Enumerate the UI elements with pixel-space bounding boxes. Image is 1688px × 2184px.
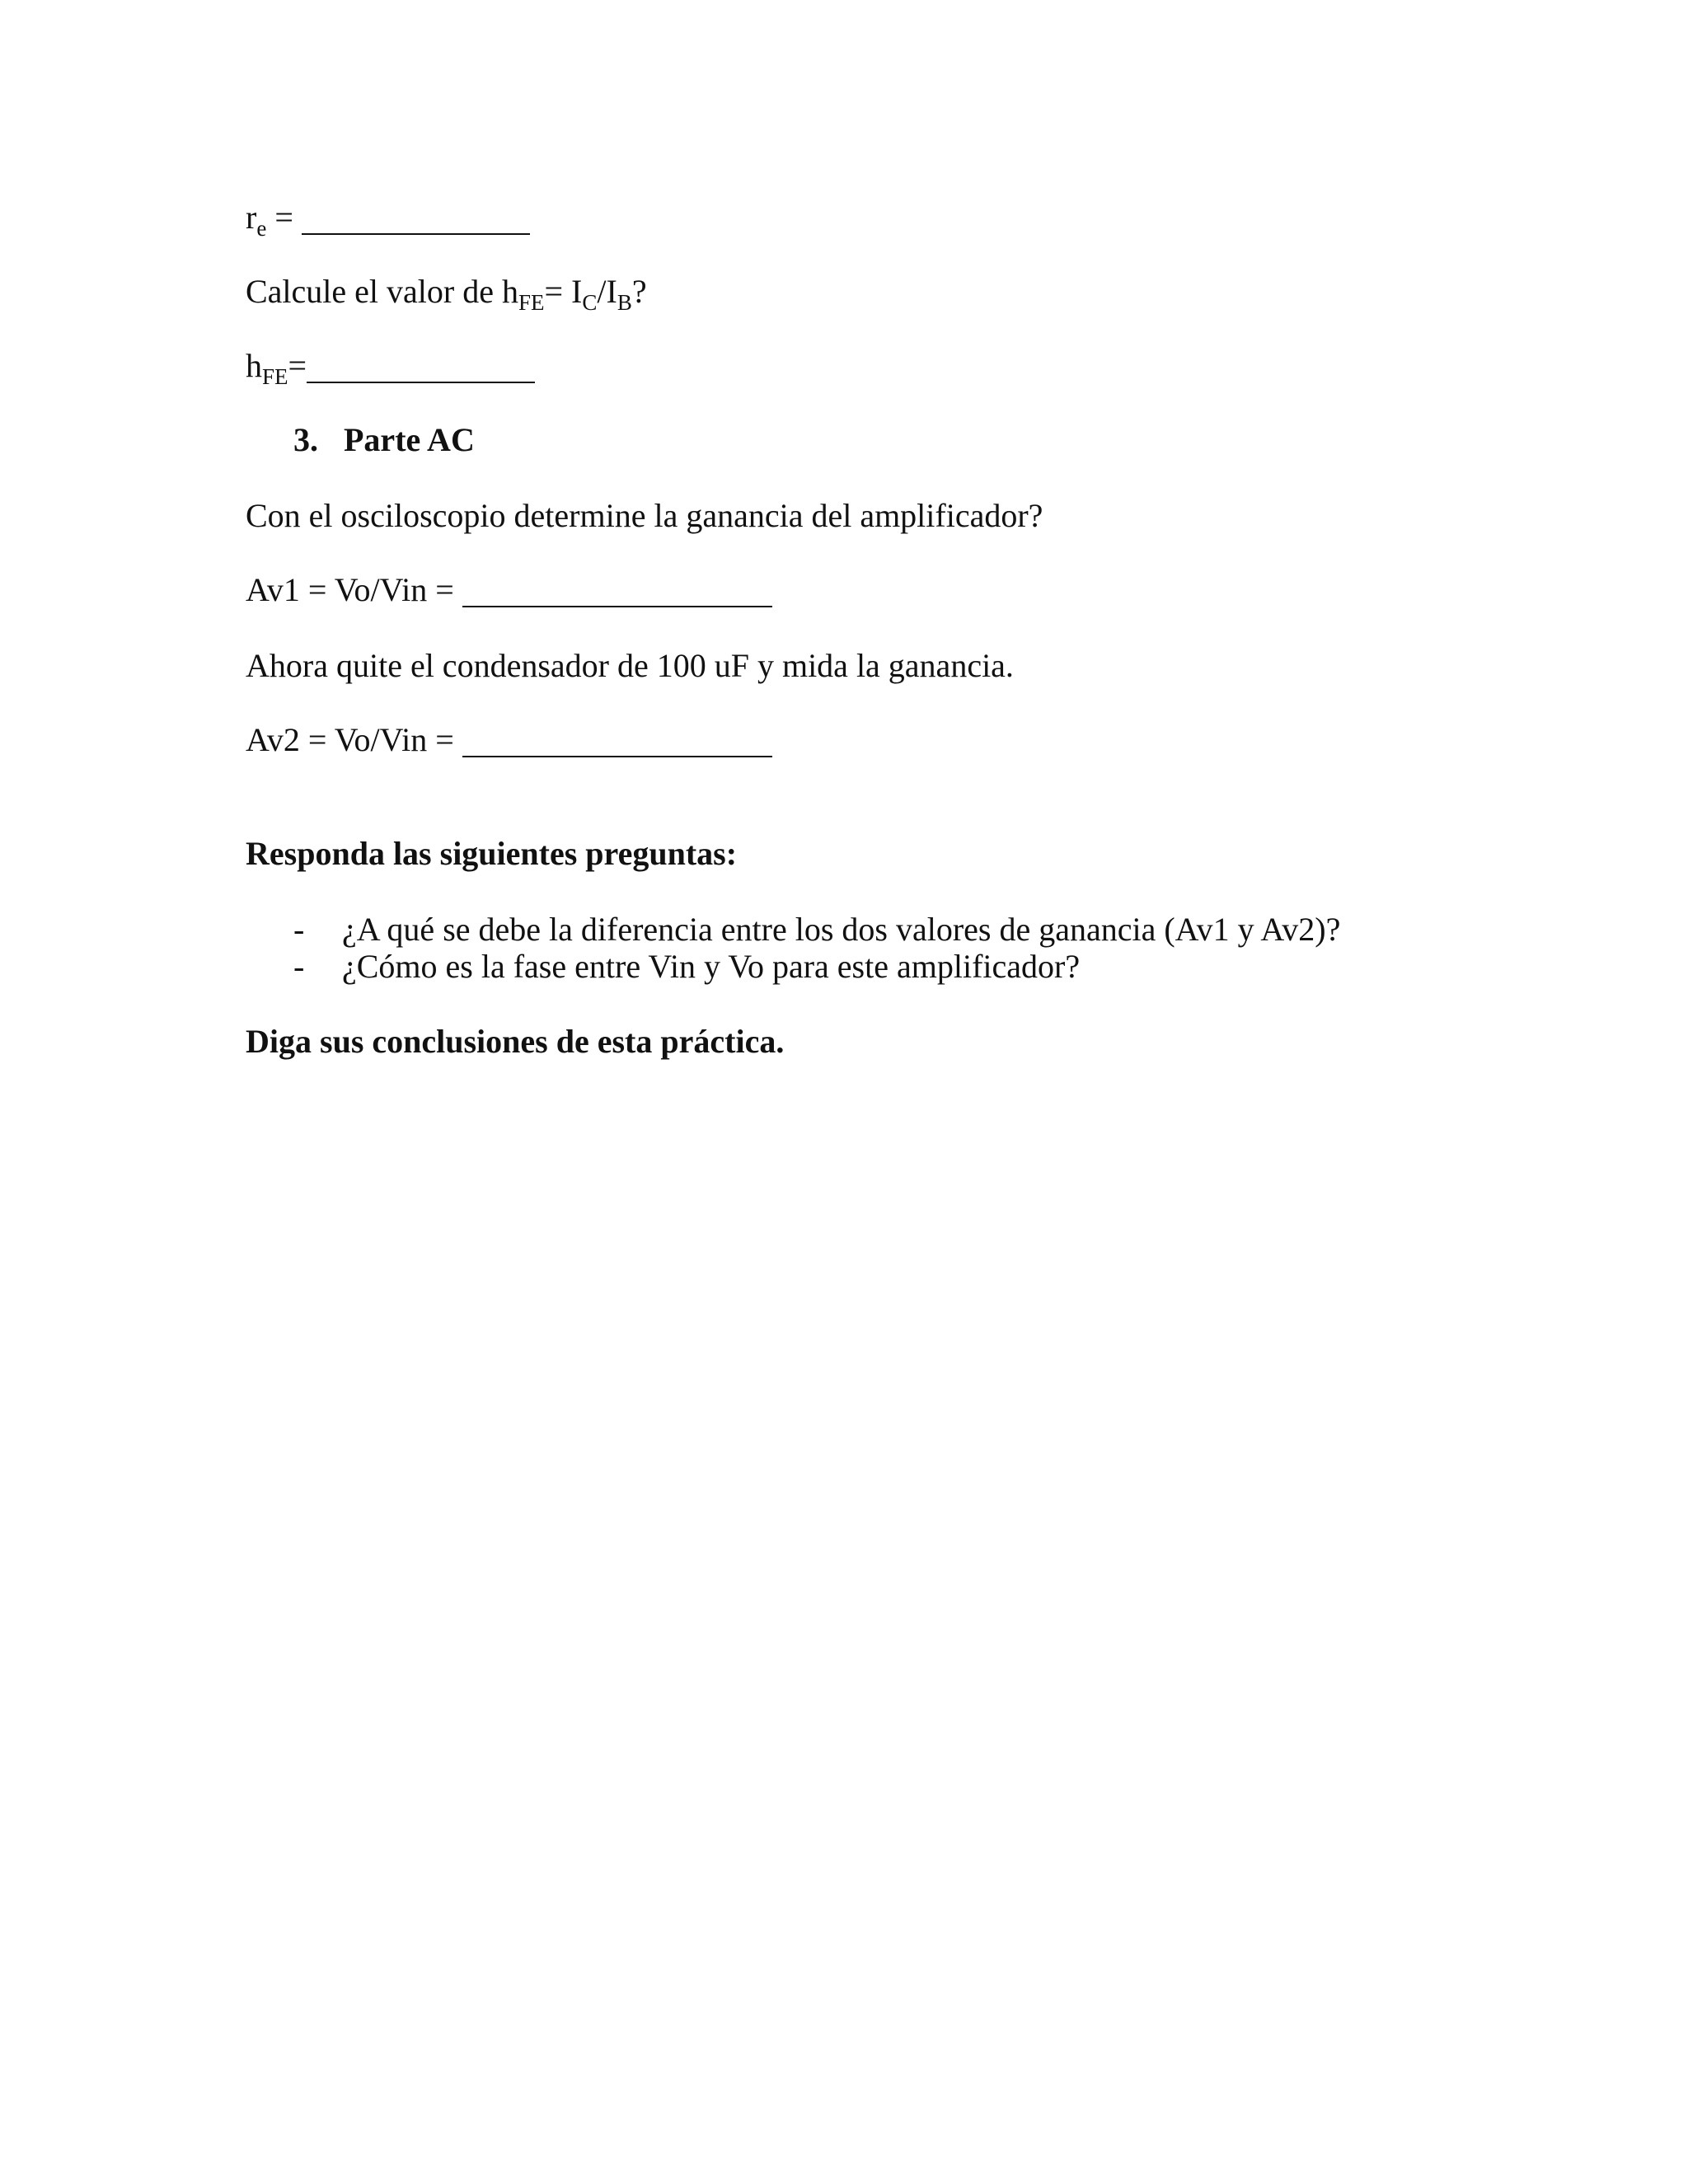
re-subscript: e	[256, 216, 267, 241]
hfe-label: h	[246, 347, 262, 384]
questions-heading: Responda las siguientes preguntas:	[246, 835, 738, 872]
hfe-question-sub-b: B	[617, 290, 632, 315]
hfe-line	[246, 346, 535, 396]
av2-label: Av2 = Vo/Vin =	[246, 721, 462, 758]
hfe-answer-blank	[307, 382, 535, 383]
hfe-question-sub-fe: FE	[518, 290, 545, 315]
re-label: r	[246, 199, 257, 236]
capacitor-instruction: Ahora quite el condensador de 100 uF y mida la ganancia.	[246, 647, 1014, 684]
hfe-equals: =	[288, 347, 307, 384]
hfe-question-slash: /I	[597, 273, 617, 310]
av1-label: Av1 = Vo/Vin =	[246, 571, 462, 608]
re-answer-blank	[302, 233, 530, 235]
av1-answer-blank	[462, 606, 772, 607]
list-bullet: -	[293, 911, 305, 948]
hfe-subscript: FE	[262, 364, 288, 389]
hfe-question-prefix: Calcule el valor de h	[246, 273, 518, 310]
oscilloscope-question: Con el osciloscopio determine la ganancia del amplificador?	[246, 497, 1043, 534]
av1-line	[246, 570, 772, 610]
hfe-question-mid: = I	[544, 273, 583, 310]
hfe-question	[246, 272, 647, 322]
re-equals: =	[266, 199, 302, 236]
av2-answer-blank	[462, 756, 772, 757]
section-title: Parte AC	[344, 421, 475, 458]
av2-line	[246, 720, 772, 760]
list-item-text: ¿A qué se debe la diferencia entre los dos valores de ganancia (Av1 y Av2)?	[342, 911, 1341, 948]
re-line	[246, 198, 530, 248]
section-number: 3.	[293, 421, 318, 458]
conclusions-prompt: Diga sus conclusiones de esta práctica.	[246, 1023, 785, 1060]
hfe-question-sub-c: C	[582, 290, 598, 315]
list-bullet: -	[293, 948, 305, 985]
hfe-question-suffix: ?	[631, 273, 647, 310]
list-item-text: ¿Cómo es la fase entre Vin y Vo para este amplificador?	[342, 948, 1081, 985]
